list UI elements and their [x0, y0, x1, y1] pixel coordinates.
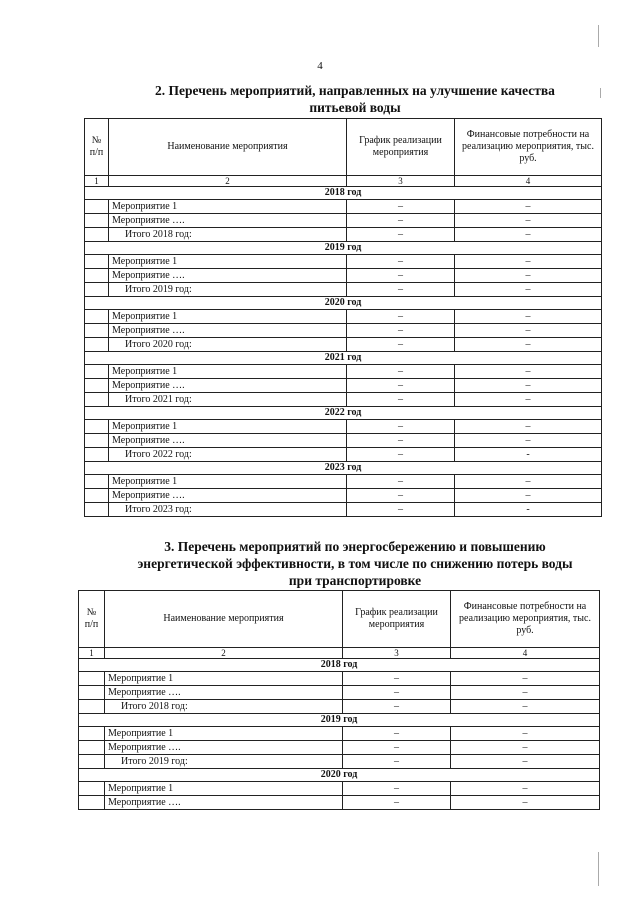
scan-mark [598, 852, 599, 886]
finance-cell: – [455, 489, 602, 503]
row-number-cell [85, 283, 109, 297]
year-label: 2018 год [85, 187, 602, 200]
header-name: Наименование мероприятия [109, 119, 347, 176]
year-row [85, 407, 602, 420]
table-row [85, 338, 602, 352]
year-label: 2019 год [85, 242, 602, 255]
year-label: 2021 год [85, 352, 602, 365]
table-row [85, 214, 602, 228]
row-number-cell [79, 755, 105, 769]
section-3-title-line-3: при транспортировке [288, 573, 422, 588]
table-row [85, 503, 602, 517]
schedule-cell: – [347, 448, 455, 462]
table-row [79, 741, 600, 755]
section-2-title [120, 82, 590, 116]
finance-cell: – [455, 379, 602, 393]
section-2-title-line-2: питьевой воды [309, 100, 401, 115]
schedule-cell: – [347, 214, 455, 228]
measure-name: Мероприятие 1 [105, 727, 343, 741]
table-row [79, 796, 600, 810]
year-row [85, 462, 602, 475]
scan-mark [600, 88, 601, 98]
section-3-title-line-1: 3. Перечень мероприятий по энергосбережению и повышению [164, 539, 546, 554]
measure-name: Мероприятие …. [105, 741, 343, 755]
row-number-cell [79, 741, 105, 755]
total-label: Итого 2020 год: [109, 338, 347, 352]
table-row [79, 672, 600, 686]
measure-name: Мероприятие …. [109, 324, 347, 338]
schedule-cell: – [347, 379, 455, 393]
table-row [79, 727, 600, 741]
table-row [85, 200, 602, 214]
row-number-cell [85, 269, 109, 283]
schedule-cell: – [347, 310, 455, 324]
measure-name: Мероприятие 1 [109, 365, 347, 379]
header-finance: Финансовые потребности на реализацию мероприятия, тыс. руб. [451, 591, 600, 648]
row-number-cell [79, 727, 105, 741]
table-row [85, 475, 602, 489]
column-number: 3 [343, 648, 451, 659]
row-number-cell [85, 475, 109, 489]
schedule-cell: – [347, 338, 455, 352]
measure-name: Мероприятие …. [109, 379, 347, 393]
year-row [79, 659, 600, 672]
schedule-cell: – [347, 200, 455, 214]
row-number-cell [79, 672, 105, 686]
year-row [85, 242, 602, 255]
measure-name: Мероприятие 1 [109, 310, 347, 324]
row-number-cell [85, 448, 109, 462]
year-label: 2020 год [79, 769, 600, 782]
table-row [85, 420, 602, 434]
year-row [85, 352, 602, 365]
finance-cell: – [455, 214, 602, 228]
year-label: 2019 год [79, 714, 600, 727]
schedule-cell: – [343, 727, 451, 741]
table-row [85, 283, 602, 297]
measure-name: Мероприятие …. [109, 269, 347, 283]
row-number-cell [79, 686, 105, 700]
header-num: № п/п [85, 119, 109, 176]
measure-name: Мероприятие …. [109, 489, 347, 503]
measure-name: Мероприятие …. [109, 434, 347, 448]
finance-cell: – [455, 338, 602, 352]
column-number: 1 [85, 176, 109, 187]
measure-name: Мероприятие 1 [109, 255, 347, 269]
column-number: 2 [105, 648, 343, 659]
table-row [79, 686, 600, 700]
schedule-cell: – [347, 228, 455, 242]
column-number: 2 [109, 176, 347, 187]
header-schedule: График реализации мероприятия [343, 591, 451, 648]
finance-cell: – [455, 283, 602, 297]
measure-name: Мероприятие …. [105, 796, 343, 810]
row-number-cell [85, 255, 109, 269]
section-2-title-line-1: 2. Перечень мероприятий, направленных на улучшение качества [155, 83, 555, 98]
table-row [85, 310, 602, 324]
row-number-cell [85, 324, 109, 338]
schedule-cell: – [347, 255, 455, 269]
schedule-cell: – [343, 741, 451, 755]
year-row [85, 187, 602, 200]
schedule-cell: – [347, 393, 455, 407]
schedule-cell: – [347, 283, 455, 297]
total-label: Итого 2018 год: [105, 700, 343, 714]
schedule-cell: – [347, 434, 455, 448]
finance-cell: – [451, 796, 600, 810]
finance-cell: – [455, 420, 602, 434]
schedule-cell: – [343, 686, 451, 700]
row-number-cell [85, 420, 109, 434]
row-number-cell [79, 782, 105, 796]
table-row [85, 489, 602, 503]
row-number-cell [85, 393, 109, 407]
year-row [79, 769, 600, 782]
finance-cell: – [455, 310, 602, 324]
finance-cell: – [455, 393, 602, 407]
schedule-cell: – [347, 489, 455, 503]
finance-cell: – [451, 755, 600, 769]
row-number-cell [79, 796, 105, 810]
section-3-table [78, 590, 600, 810]
finance-cell: – [451, 700, 600, 714]
schedule-cell: – [343, 700, 451, 714]
scan-mark [598, 25, 599, 47]
total-label: Итого 2023 год: [109, 503, 347, 517]
schedule-cell: – [343, 782, 451, 796]
row-number-cell [85, 338, 109, 352]
section-3-title-line-2: энергетической эффективности, в том числе по снижению потерь воды [137, 556, 573, 571]
table-row [79, 700, 600, 714]
schedule-cell: – [343, 796, 451, 810]
year-row [85, 297, 602, 310]
total-label: Итого 2018 год: [109, 228, 347, 242]
schedule-cell: – [347, 269, 455, 283]
table-row [85, 448, 602, 462]
year-label: 2022 год [85, 407, 602, 420]
table-row [85, 255, 602, 269]
row-number-cell [85, 310, 109, 324]
schedule-cell: – [347, 420, 455, 434]
finance-cell: – [455, 434, 602, 448]
header-num: № п/п [79, 591, 105, 648]
measure-name: Мероприятие 1 [109, 475, 347, 489]
row-number-cell [85, 365, 109, 379]
section-2-table [84, 118, 602, 517]
measure-name: Мероприятие 1 [109, 200, 347, 214]
total-label: Итого 2019 год: [105, 755, 343, 769]
year-label: 2023 год [85, 462, 602, 475]
row-number-cell [85, 200, 109, 214]
schedule-cell: – [347, 503, 455, 517]
table-row [79, 755, 600, 769]
finance-cell: – [455, 255, 602, 269]
row-number-cell [85, 379, 109, 393]
finance-cell: – [451, 727, 600, 741]
measure-name: Мероприятие 1 [109, 420, 347, 434]
column-number: 3 [347, 176, 455, 187]
year-row [79, 714, 600, 727]
schedule-cell: – [343, 755, 451, 769]
row-number-cell [85, 434, 109, 448]
total-label: Итого 2021 год: [109, 393, 347, 407]
measure-name: Мероприятие …. [105, 686, 343, 700]
schedule-cell: – [347, 365, 455, 379]
year-label: 2018 год [79, 659, 600, 672]
header-finance: Финансовые потребности на реализацию мероприятия, тыс. руб. [455, 119, 602, 176]
section-3-title [120, 538, 590, 589]
column-number: 4 [455, 176, 602, 187]
row-number-cell [85, 503, 109, 517]
page-number: 4 [317, 60, 323, 72]
header-name: Наименование мероприятия [105, 591, 343, 648]
year-label: 2020 год [85, 297, 602, 310]
table-row [85, 379, 602, 393]
row-number-cell [85, 228, 109, 242]
measure-name: Мероприятие …. [109, 214, 347, 228]
table-row [85, 269, 602, 283]
table-row [85, 393, 602, 407]
finance-cell: – [455, 269, 602, 283]
schedule-cell: – [343, 672, 451, 686]
column-number: 1 [79, 648, 105, 659]
finance-cell: - [455, 503, 602, 517]
row-number-cell [85, 214, 109, 228]
row-number-cell [85, 489, 109, 503]
table-row [85, 365, 602, 379]
finance-cell: – [455, 365, 602, 379]
finance-cell: – [455, 475, 602, 489]
total-label: Итого 2022 год: [109, 448, 347, 462]
finance-cell: – [455, 200, 602, 214]
row-number-cell [79, 700, 105, 714]
column-number: 4 [451, 648, 600, 659]
table-row [85, 434, 602, 448]
schedule-cell: – [347, 324, 455, 338]
measure-name: Мероприятие 1 [105, 672, 343, 686]
finance-cell: – [455, 324, 602, 338]
schedule-cell: – [347, 475, 455, 489]
table-row [79, 782, 600, 796]
table-row [85, 324, 602, 338]
finance-cell: – [451, 672, 600, 686]
finance-cell: – [451, 741, 600, 755]
finance-cell: – [451, 686, 600, 700]
finance-cell: – [455, 228, 602, 242]
total-label: Итого 2019 год: [109, 283, 347, 297]
measure-name: Мероприятие 1 [105, 782, 343, 796]
table-row [85, 228, 602, 242]
finance-cell: – [451, 782, 600, 796]
finance-cell: - [455, 448, 602, 462]
header-schedule: График реализации мероприятия [347, 119, 455, 176]
